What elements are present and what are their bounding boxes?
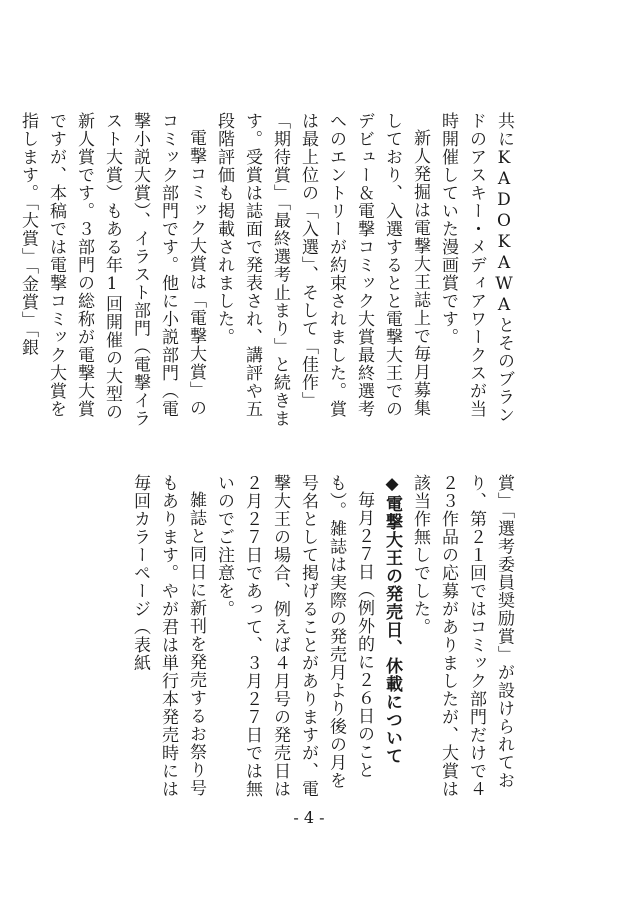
paragraph-release-date: 毎月２７日（例外的に２６日のことも）。雑誌は実際の発売月より後の月を号名として掲げることがありますが、電撃大王の場合、例えば４月号の発売日は２月２７日であって、３月２７日では無いのでご注意を。 [214,474,374,798]
paragraph-newcomer-discovery: 新人発掘は電撃大王誌上で毎月募集しており、入選するとと電撃大王でのデビュー＆電撃コミック大賞最終選考へのエントリーが約束されました。賞は最上位の「入選」、そして「佳作」「期待賞」「最終選考止まり」と続きます。受賞は誌面で発表され、講評や五段階評価も掲載されました。 [214,112,430,428]
section-heading-release-date: ◆電撃大王の発売日、休載について [382,474,402,765]
paragraph-festival-issue: 雑誌と同日に新刊を発売するお祭り号もあります。やが君は単行本発売時には毎回カラーページ（表紙 [130,474,206,798]
paragraph-manga-award-intro: 共にKADOKAWAとそのブランドのアスキー・メディアワークスが当時開催していた漫画賞です。 [438,112,514,424]
page-number: - 4 - [293,808,325,827]
paragraph-dengeki-comic-award: 電撃コミック大賞は「電撃大賞」のコミック部門です。他に小説部門（電撃小説大賞）、イラスト部門（電撃イラスト大賞）もある年1回開催の大型の新人賞です。３部門の総称が電撃大賞ですが、本稿では電撃コミック大賞を指します。「大賞」「金賞」「銀 [18,112,206,428]
upper-text-block [14,112,518,434]
paragraph-award-continuation: 賞」「選考委員奨励賞」が設けられており、第２１回ではコミック部門だけで４２３作品の応募がありましたが、大賞は該当作無しでした。 [410,474,514,798]
lower-text-block [126,474,518,802]
